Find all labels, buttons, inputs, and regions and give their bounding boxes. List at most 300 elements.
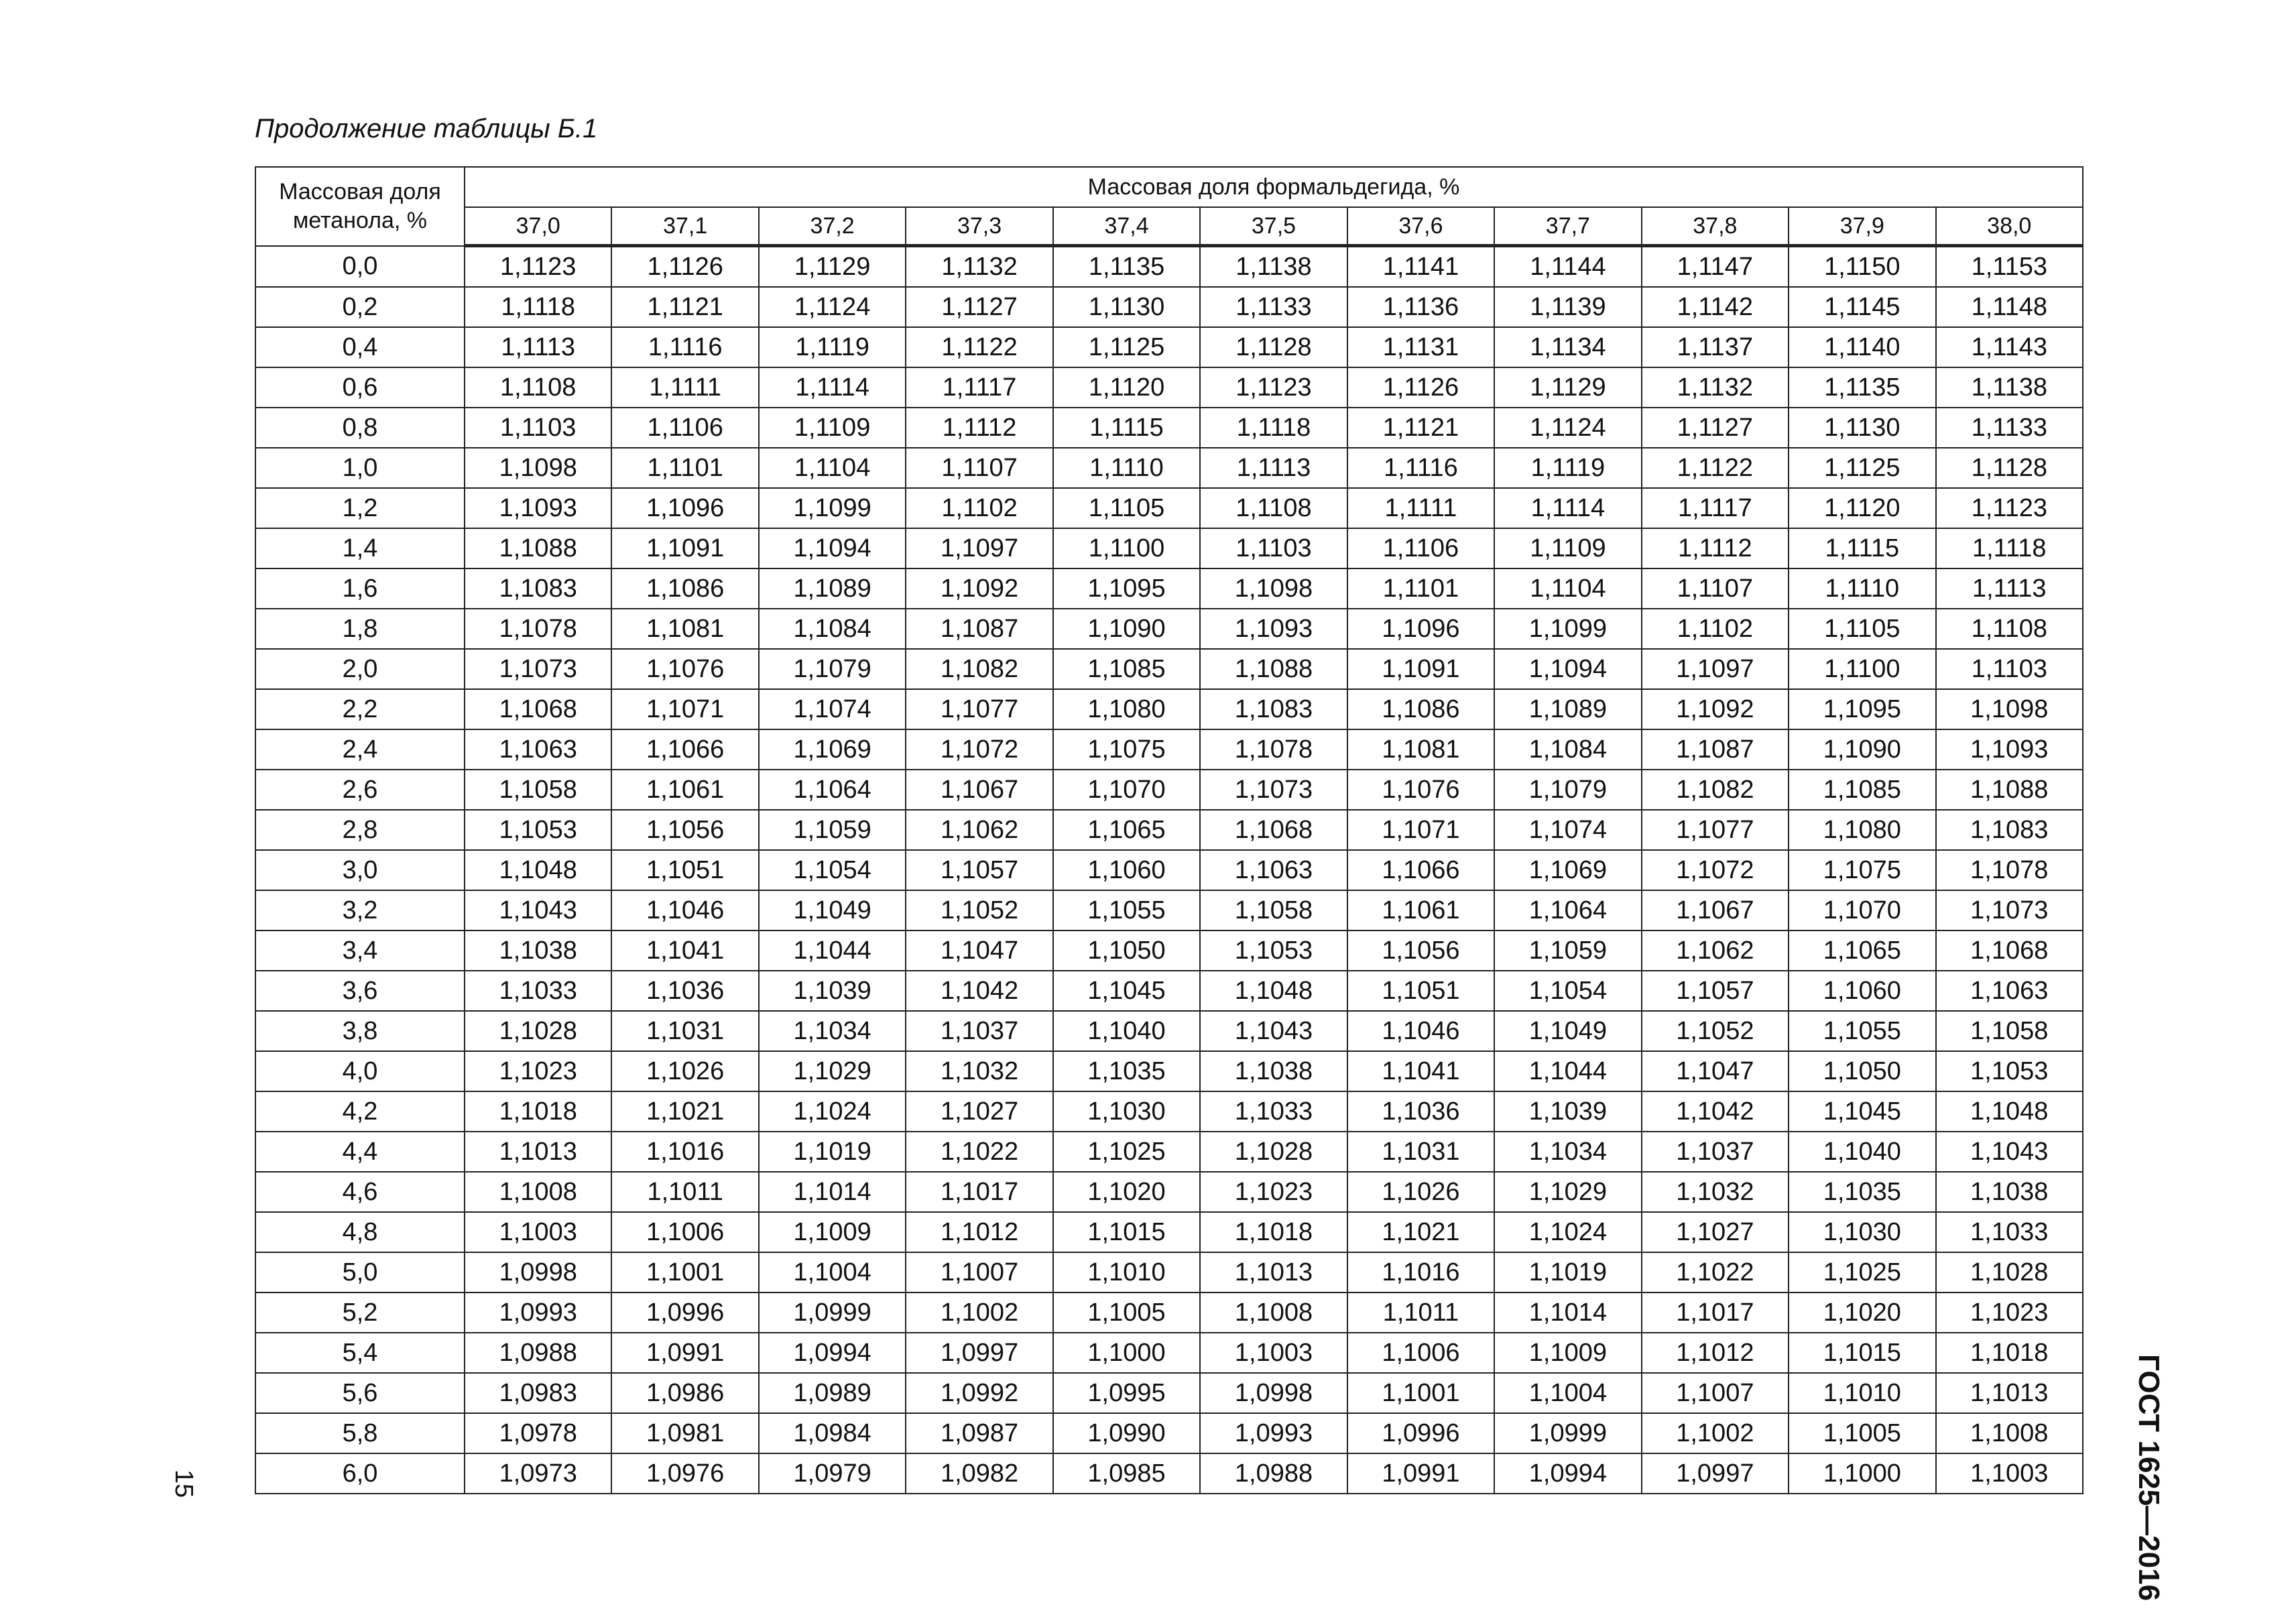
table-cell: 1,0986 bbox=[611, 1373, 758, 1413]
table-cell: 1,1106 bbox=[1347, 528, 1494, 568]
table-cell: 1,1104 bbox=[759, 448, 906, 488]
table-cell: 1,0991 bbox=[611, 1333, 758, 1373]
table-cell: 1,1028 bbox=[1200, 1132, 1347, 1172]
table-cell: 1,1097 bbox=[1642, 649, 1789, 689]
table-cell: 1,1010 bbox=[1053, 1252, 1200, 1293]
row-label: 2,2 bbox=[255, 689, 465, 729]
table-cell: 1,1107 bbox=[1642, 568, 1789, 609]
table-cell: 1,1101 bbox=[1347, 568, 1494, 609]
table-cell: 1,1017 bbox=[906, 1172, 1052, 1212]
table-cell: 1,0983 bbox=[465, 1373, 611, 1413]
table-row bbox=[255, 1373, 2083, 1413]
table-cell: 1,1060 bbox=[1053, 850, 1200, 890]
table-cell: 1,0978 bbox=[465, 1413, 611, 1453]
column-header: 37,3 bbox=[906, 207, 1052, 246]
table-cell: 1,1047 bbox=[906, 930, 1052, 971]
table-cell: 1,1101 bbox=[611, 448, 758, 488]
table-cell: 1,1081 bbox=[1347, 729, 1494, 770]
table-cell: 1,1036 bbox=[1347, 1091, 1494, 1132]
column-header: 37,7 bbox=[1494, 207, 1641, 246]
table-cell: 1,0998 bbox=[465, 1252, 611, 1293]
table-cell: 1,1092 bbox=[906, 568, 1052, 609]
table-cell: 1,1089 bbox=[759, 568, 906, 609]
table-row bbox=[255, 1252, 2083, 1293]
table-row bbox=[255, 327, 2083, 367]
table-cell: 1,1144 bbox=[1494, 246, 1641, 288]
column-header: 37,6 bbox=[1347, 207, 1494, 246]
table-cell: 1,1078 bbox=[465, 609, 611, 649]
table-row bbox=[255, 649, 2083, 689]
table-cell: 1,0992 bbox=[906, 1373, 1052, 1413]
table-cell: 1,1023 bbox=[465, 1051, 611, 1091]
table-cell: 1,1091 bbox=[1347, 649, 1494, 689]
table-cell: 1,1067 bbox=[1642, 890, 1789, 930]
table-cell: 1,1080 bbox=[1053, 689, 1200, 729]
table-cell: 1,1141 bbox=[1347, 246, 1494, 288]
table-cell: 1,1061 bbox=[1347, 890, 1494, 930]
table-cell: 1,1053 bbox=[1200, 930, 1347, 971]
table-cell: 1,1137 bbox=[1642, 327, 1789, 367]
table-cell: 1,1038 bbox=[1200, 1051, 1347, 1091]
table-cell: 1,1132 bbox=[1642, 367, 1789, 408]
row-label: 1,6 bbox=[255, 568, 465, 609]
table-cell: 1,1082 bbox=[1642, 770, 1789, 810]
row-label: 5,8 bbox=[255, 1413, 465, 1453]
table-cell: 1,1126 bbox=[1347, 367, 1494, 408]
stub-header: Массовая доля метанола, % bbox=[255, 167, 465, 246]
table-cell: 1,1114 bbox=[759, 367, 906, 408]
table-row bbox=[255, 488, 2083, 528]
table-cell: 1,1118 bbox=[1200, 408, 1347, 448]
table-cell: 1,1118 bbox=[465, 287, 611, 327]
table-cell: 1,1050 bbox=[1053, 930, 1200, 971]
table-cell: 1,0999 bbox=[759, 1293, 906, 1333]
table-cell: 1,1074 bbox=[1494, 810, 1641, 850]
table-cell: 1,1147 bbox=[1642, 246, 1789, 288]
table-cell: 1,1052 bbox=[1642, 1011, 1789, 1051]
table-row bbox=[255, 408, 2083, 448]
table-cell: 1,1098 bbox=[465, 448, 611, 488]
row-label: 0,8 bbox=[255, 408, 465, 448]
row-label: 3,0 bbox=[255, 850, 465, 890]
table-cell: 1,1133 bbox=[1936, 408, 2083, 448]
table-cell: 1,1082 bbox=[906, 649, 1052, 689]
row-label: 2,6 bbox=[255, 770, 465, 810]
row-label: 5,2 bbox=[255, 1293, 465, 1333]
table-cell: 1,1120 bbox=[1053, 367, 1200, 408]
table-cell: 1,1000 bbox=[1789, 1453, 1935, 1494]
table-cell: 1,0999 bbox=[1494, 1413, 1641, 1453]
table-cell: 1,1032 bbox=[906, 1051, 1052, 1091]
table-cell: 1,1030 bbox=[1053, 1091, 1200, 1132]
table-cell: 1,1074 bbox=[759, 689, 906, 729]
table-cell: 1,1108 bbox=[1936, 609, 2083, 649]
table-cell: 1,1043 bbox=[1936, 1132, 2083, 1172]
table-row bbox=[255, 367, 2083, 408]
table-row bbox=[255, 568, 2083, 609]
table-cell: 1,0973 bbox=[465, 1453, 611, 1494]
table-cell: 1,1078 bbox=[1200, 729, 1347, 770]
table-cell: 1,1125 bbox=[1053, 327, 1200, 367]
table-cell: 1,1118 bbox=[1936, 528, 2083, 568]
table-cell: 1,1110 bbox=[1789, 568, 1935, 609]
table-cell: 1,1044 bbox=[1494, 1051, 1641, 1091]
table-cell: 1,1003 bbox=[465, 1212, 611, 1252]
table-cell: 1,1069 bbox=[1494, 850, 1641, 890]
table-cell: 1,1105 bbox=[1789, 609, 1935, 649]
table-cell: 1,1095 bbox=[1789, 689, 1935, 729]
column-header: 37,1 bbox=[611, 207, 758, 246]
table-cell: 1,1040 bbox=[1053, 1011, 1200, 1051]
table-cell: 1,1026 bbox=[611, 1051, 758, 1091]
table-cell: 1,1079 bbox=[759, 649, 906, 689]
table-cell: 1,1065 bbox=[1789, 930, 1935, 971]
row-label: 4,6 bbox=[255, 1172, 465, 1212]
table-row bbox=[255, 1091, 2083, 1132]
table-cell: 1,1067 bbox=[906, 770, 1052, 810]
table-cell: 1,1068 bbox=[1936, 930, 2083, 971]
density-table bbox=[255, 166, 2083, 1494]
table-cell: 1,1099 bbox=[1494, 609, 1641, 649]
table-cell: 1,1027 bbox=[1642, 1212, 1789, 1252]
table-cell: 1,1070 bbox=[1789, 890, 1935, 930]
table-cell: 1,1034 bbox=[759, 1011, 906, 1051]
table-cell: 1,1005 bbox=[1789, 1413, 1935, 1453]
table-cell: 1,1055 bbox=[1053, 890, 1200, 930]
table-cell: 1,1056 bbox=[611, 810, 758, 850]
table-cell: 1,1040 bbox=[1789, 1132, 1935, 1172]
table-row bbox=[255, 528, 2083, 568]
table-cell: 1,1001 bbox=[1347, 1373, 1494, 1413]
table-cell: 1,1086 bbox=[1347, 689, 1494, 729]
table-cell: 1,1098 bbox=[1936, 689, 2083, 729]
table-cell: 1,1011 bbox=[611, 1172, 758, 1212]
table-cell: 1,1022 bbox=[906, 1132, 1052, 1172]
table-cell: 1,1004 bbox=[1494, 1373, 1641, 1413]
table-cell: 1,1150 bbox=[1789, 246, 1935, 288]
table-cell: 1,1009 bbox=[759, 1212, 906, 1252]
table-cell: 1,1077 bbox=[1642, 810, 1789, 850]
table-cell: 1,1045 bbox=[1789, 1091, 1935, 1132]
table-cell: 1,1046 bbox=[1347, 1011, 1494, 1051]
column-header: 37,9 bbox=[1789, 207, 1935, 246]
table-cell: 1,1089 bbox=[1494, 689, 1641, 729]
table-cell: 1,1037 bbox=[906, 1011, 1052, 1051]
table-cell: 1,1042 bbox=[906, 971, 1052, 1011]
table-cell: 1,1108 bbox=[465, 367, 611, 408]
table-cell: 1,0998 bbox=[1200, 1373, 1347, 1413]
table-cell: 1,0988 bbox=[465, 1333, 611, 1373]
table-cell: 1,1084 bbox=[1494, 729, 1641, 770]
table-cell: 1,1052 bbox=[906, 890, 1052, 930]
table-cell: 1,1062 bbox=[1642, 930, 1789, 971]
table-row bbox=[255, 890, 2083, 930]
table-cell: 1,1049 bbox=[759, 890, 906, 930]
table-cell: 1,1103 bbox=[1936, 649, 2083, 689]
table-cell: 1,1085 bbox=[1053, 649, 1200, 689]
table-cell: 1,1078 bbox=[1936, 850, 2083, 890]
table-cell: 1,1004 bbox=[759, 1252, 906, 1293]
table-cell: 1,1048 bbox=[465, 850, 611, 890]
table-cell: 1,1008 bbox=[465, 1172, 611, 1212]
table-cell: 1,1117 bbox=[906, 367, 1052, 408]
table-cell: 1,1131 bbox=[1347, 327, 1494, 367]
table-cell: 1,1038 bbox=[465, 930, 611, 971]
table-cell: 1,1014 bbox=[759, 1172, 906, 1212]
table-cell: 1,0994 bbox=[1494, 1453, 1641, 1494]
table-cell: 1,1115 bbox=[1053, 408, 1200, 448]
table-cell: 1,1035 bbox=[1789, 1172, 1935, 1212]
table-cell: 1,0994 bbox=[759, 1333, 906, 1373]
row-label: 1,2 bbox=[255, 488, 465, 528]
table-row bbox=[255, 1051, 2083, 1091]
table-cell: 1,1109 bbox=[759, 408, 906, 448]
table-cell: 1,1104 bbox=[1494, 568, 1641, 609]
table-cell: 1,1030 bbox=[1789, 1212, 1935, 1252]
table-cell: 1,1085 bbox=[1789, 770, 1935, 810]
row-label: 1,4 bbox=[255, 528, 465, 568]
table-cell: 1,1121 bbox=[611, 287, 758, 327]
document-id: ГОСТ 1625—2016 bbox=[2132, 1354, 2165, 1602]
table-cell: 1,1124 bbox=[759, 287, 906, 327]
table-cell: 1,1136 bbox=[1347, 287, 1494, 327]
table-cell: 1,1001 bbox=[611, 1252, 758, 1293]
table-cell: 1,1117 bbox=[1642, 488, 1789, 528]
table-cell: 1,1068 bbox=[465, 689, 611, 729]
table-cell: 1,1015 bbox=[1789, 1333, 1935, 1373]
table-cell: 1,1109 bbox=[1494, 528, 1641, 568]
table-cell: 1,1123 bbox=[1936, 488, 2083, 528]
table-caption: Продолжение таблицы Б.1 bbox=[255, 114, 598, 143]
row-label: 0,4 bbox=[255, 327, 465, 367]
table-cell: 1,1056 bbox=[1347, 930, 1494, 971]
table-cell: 1,1003 bbox=[1936, 1453, 2083, 1494]
row-label: 3,2 bbox=[255, 890, 465, 930]
column-header: 38,0 bbox=[1936, 207, 2083, 246]
row-label: 4,2 bbox=[255, 1091, 465, 1132]
table-cell: 1,1042 bbox=[1642, 1091, 1789, 1132]
table-cell: 1,0990 bbox=[1053, 1413, 1200, 1453]
table-cell: 1,1079 bbox=[1494, 770, 1641, 810]
table-cell: 1,1107 bbox=[906, 448, 1052, 488]
table-cell: 1,1094 bbox=[1494, 649, 1641, 689]
table-cell: 1,0976 bbox=[611, 1453, 758, 1494]
table-cell: 1,1113 bbox=[1936, 568, 2083, 609]
table-cell: 1,1093 bbox=[465, 488, 611, 528]
table-row bbox=[255, 1172, 2083, 1212]
table-cell: 1,1112 bbox=[1642, 528, 1789, 568]
table-row bbox=[255, 1212, 2083, 1252]
table-row bbox=[255, 689, 2083, 729]
table-cell: 1,1087 bbox=[906, 609, 1052, 649]
table-cell: 1,1112 bbox=[906, 408, 1052, 448]
table-cell: 1,1138 bbox=[1200, 246, 1347, 288]
table-cell: 1,1096 bbox=[611, 488, 758, 528]
row-label: 0,6 bbox=[255, 367, 465, 408]
table-row bbox=[255, 770, 2083, 810]
table-cell: 1,1094 bbox=[759, 528, 906, 568]
table-cell: 1,1057 bbox=[906, 850, 1052, 890]
table-cell: 1,1050 bbox=[1789, 1051, 1935, 1091]
table-cell: 1,0989 bbox=[759, 1373, 906, 1413]
table-cell: 1,1012 bbox=[906, 1212, 1052, 1252]
table-cell: 1,1123 bbox=[1200, 367, 1347, 408]
table-cell: 1,1063 bbox=[465, 729, 611, 770]
table-cell: 1,1054 bbox=[759, 850, 906, 890]
row-label: 6,0 bbox=[255, 1453, 465, 1494]
table-cell: 1,1047 bbox=[1642, 1051, 1789, 1091]
table-cell: 1,1037 bbox=[1642, 1132, 1789, 1172]
table-cell: 1,1091 bbox=[611, 528, 758, 568]
table-cell: 1,1039 bbox=[1494, 1091, 1641, 1132]
table-cell: 1,1071 bbox=[1347, 810, 1494, 850]
column-header: 37,0 bbox=[465, 207, 611, 246]
table-cell: 1,1066 bbox=[611, 729, 758, 770]
table-cell: 1,1023 bbox=[1200, 1172, 1347, 1212]
table-cell: 1,1008 bbox=[1200, 1293, 1347, 1333]
table-cell: 1,1073 bbox=[465, 649, 611, 689]
table-cell: 1,1009 bbox=[1494, 1333, 1641, 1373]
table-body bbox=[255, 246, 2083, 1494]
table-cell: 1,1076 bbox=[611, 649, 758, 689]
table-cell: 1,0991 bbox=[1347, 1453, 1494, 1494]
table-cell: 1,1132 bbox=[906, 246, 1052, 288]
table-cell: 1,1102 bbox=[906, 488, 1052, 528]
table-cell: 1,1016 bbox=[611, 1132, 758, 1172]
table-cell: 1,1024 bbox=[1494, 1212, 1641, 1252]
table-cell: 1,1134 bbox=[1494, 327, 1641, 367]
table-row bbox=[255, 287, 2083, 327]
table-cell: 1,1055 bbox=[1789, 1011, 1935, 1051]
table-cell: 1,1041 bbox=[611, 930, 758, 971]
table-cell: 1,1103 bbox=[1200, 528, 1347, 568]
row-label: 2,0 bbox=[255, 649, 465, 689]
table-cell: 1,1005 bbox=[1053, 1293, 1200, 1333]
table-cell: 1,1121 bbox=[1347, 408, 1494, 448]
table-cell: 1,1008 bbox=[1936, 1413, 2083, 1453]
table-cell: 1,1061 bbox=[611, 770, 758, 810]
table-cell: 1,1060 bbox=[1789, 971, 1935, 1011]
table-cell: 1,1053 bbox=[465, 810, 611, 850]
table-cell: 1,1086 bbox=[611, 568, 758, 609]
table-row bbox=[255, 810, 2083, 850]
table-cell: 1,1051 bbox=[1347, 971, 1494, 1011]
table-cell: 1,1129 bbox=[1494, 367, 1641, 408]
group-header: Массовая доля формальдегида, % bbox=[465, 167, 2083, 207]
table-cell: 1,1014 bbox=[1494, 1293, 1641, 1333]
table-cell: 1,1058 bbox=[465, 770, 611, 810]
table-cell: 1,1026 bbox=[1347, 1172, 1494, 1212]
table-cell: 1,1130 bbox=[1789, 408, 1935, 448]
table-cell: 1,1127 bbox=[906, 287, 1052, 327]
table-cell: 1,1072 bbox=[1642, 850, 1789, 890]
table-cell: 1,0982 bbox=[906, 1453, 1052, 1494]
table-cell: 1,0995 bbox=[1053, 1373, 1200, 1413]
table-cell: 1,1038 bbox=[1936, 1172, 2083, 1212]
table-cell: 1,1062 bbox=[906, 810, 1052, 850]
table-cell: 1,1153 bbox=[1936, 246, 2083, 288]
table-cell: 1,1090 bbox=[1053, 609, 1200, 649]
table-cell: 1,1105 bbox=[1053, 488, 1200, 528]
table-cell: 1,1063 bbox=[1936, 971, 2083, 1011]
table-cell: 1,1120 bbox=[1789, 488, 1935, 528]
table-cell: 1,1097 bbox=[906, 528, 1052, 568]
table-cell: 1,1036 bbox=[611, 971, 758, 1011]
table-cell: 1,1124 bbox=[1494, 408, 1641, 448]
table-cell: 1,1019 bbox=[759, 1132, 906, 1172]
table-cell: 1,1111 bbox=[1347, 488, 1494, 528]
table-cell: 1,1065 bbox=[1053, 810, 1200, 850]
table-cell: 1,1015 bbox=[1053, 1212, 1200, 1252]
table-cell: 1,1007 bbox=[1642, 1373, 1789, 1413]
table-cell: 1,1058 bbox=[1200, 890, 1347, 930]
table-cell: 1,1145 bbox=[1789, 287, 1935, 327]
table-cell: 1,1122 bbox=[1642, 448, 1789, 488]
column-header: 37,4 bbox=[1053, 207, 1200, 246]
table-cell: 1,1021 bbox=[1347, 1212, 1494, 1252]
table-cell: 1,1088 bbox=[1200, 649, 1347, 689]
table-cell: 1,1019 bbox=[1494, 1252, 1641, 1293]
table-cell: 1,1083 bbox=[1200, 689, 1347, 729]
column-header-row bbox=[255, 207, 2083, 246]
table-cell: 1,1023 bbox=[1936, 1293, 2083, 1333]
table-cell: 1,1029 bbox=[1494, 1172, 1641, 1212]
row-label: 0,0 bbox=[255, 246, 465, 288]
table-cell: 1,1013 bbox=[1200, 1252, 1347, 1293]
table-cell: 1,1113 bbox=[1200, 448, 1347, 488]
table-cell: 1,1007 bbox=[906, 1252, 1052, 1293]
table-cell: 1,1039 bbox=[759, 971, 906, 1011]
row-label: 5,4 bbox=[255, 1333, 465, 1373]
table-row bbox=[255, 609, 2083, 649]
table-cell: 1,1048 bbox=[1200, 971, 1347, 1011]
row-label: 2,4 bbox=[255, 729, 465, 770]
table-row bbox=[255, 1011, 2083, 1051]
table-cell: 1,1114 bbox=[1494, 488, 1641, 528]
table-cell: 1,1075 bbox=[1053, 729, 1200, 770]
table-cell: 1,1031 bbox=[611, 1011, 758, 1051]
table-cell: 1,1110 bbox=[1053, 448, 1200, 488]
table-row bbox=[255, 930, 2083, 971]
row-label: 1,0 bbox=[255, 448, 465, 488]
table-cell: 1,1035 bbox=[1053, 1051, 1200, 1091]
table-cell: 1,1011 bbox=[1347, 1293, 1494, 1333]
row-label: 4,8 bbox=[255, 1212, 465, 1252]
column-header: 37,5 bbox=[1200, 207, 1347, 246]
table-cell: 1,1043 bbox=[465, 890, 611, 930]
table-cell: 1,1012 bbox=[1642, 1333, 1789, 1373]
table-cell: 1,1140 bbox=[1789, 327, 1935, 367]
table-cell: 1,1025 bbox=[1053, 1132, 1200, 1172]
table-cell: 1,1128 bbox=[1936, 448, 2083, 488]
table-cell: 1,1044 bbox=[759, 930, 906, 971]
table-cell: 1,1027 bbox=[906, 1091, 1052, 1132]
table-cell: 1,1128 bbox=[1200, 327, 1347, 367]
column-header: 37,8 bbox=[1642, 207, 1789, 246]
table-cell: 1,0988 bbox=[1200, 1453, 1347, 1494]
table-cell: 1,1045 bbox=[1053, 971, 1200, 1011]
table-cell: 1,1070 bbox=[1053, 770, 1200, 810]
table-cell: 1,1083 bbox=[1936, 810, 2083, 850]
table-cell: 1,1059 bbox=[1494, 930, 1641, 971]
table-cell: 1,1116 bbox=[611, 327, 758, 367]
table-cell: 1,1129 bbox=[759, 246, 906, 288]
table-cell: 1,1021 bbox=[611, 1091, 758, 1132]
table-cell: 1,0993 bbox=[465, 1293, 611, 1333]
table-cell: 1,1003 bbox=[1200, 1333, 1347, 1373]
table-cell: 1,0987 bbox=[906, 1413, 1052, 1453]
table-cell: 1,1076 bbox=[1347, 770, 1494, 810]
